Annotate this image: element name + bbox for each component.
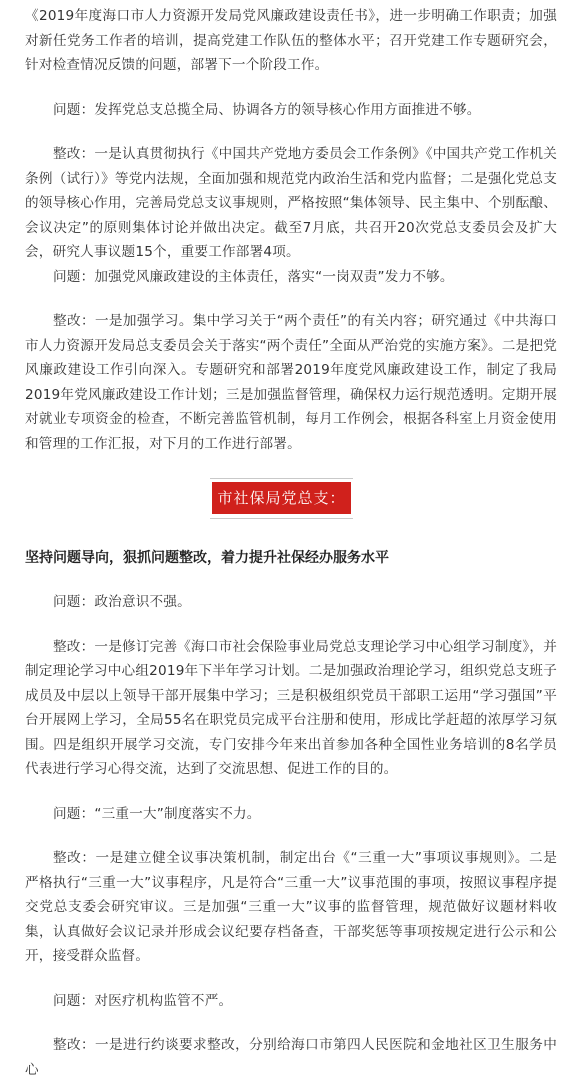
paragraph-responsibility-letter: 《2019年度海口市人力资源开发局党风廉政建设责任书》，进一步明确工作职责；加强对新任党务工作者的培训，提高党建工作队伍的整体水平；召开党建工作专题研究会，针对检查情况反馈的问题，部署下一个阶段工作。	[25, 8, 557, 73]
rectification-three-important-one-large: 整改：一是建立健全议事决策机制，制定出台《“三重一大”事项议事规则》。二是严格执行“三重一大”议事程序，凡是符合“三重一大”议事范围的事项，按照议事程序提交党总支委会研究审议。三是加强“三重一大”议事的监督管理，规范做好议题材料收集，认真做好会议记录并形成会议纪要存档备查，干部奖惩等事项按规定进行公示和公开，接受群众监督。	[25, 850, 557, 964]
issue-political-awareness: 问题：政治意识不强。	[53, 594, 191, 610]
rectification-political-awareness: 整改：一是修订完善《海口市社会保险事业局党总支理论学习中心组学习制度》，并制定理论学习中心组2019年下半年学习计划。二是加强政治理论学习，组织党总支班子成员及中层以上领导干部开展集中学习；三是积极组织党员干部职工运用“学习强国”平台开展网上学习，全局55名在职党员完成平台注册和使用，形成比学赶超的浓厚学习氛围。四是组织开展学习交流，专门安排今年来出首参加各种全国性业务培训的8名学员代表进行学习心得交流，达到了交流思想、促进工作的目的。	[25, 638, 557, 777]
issue-leadership-core: 问题：发挥党总支总揽全局、协调各方的领导核心作用方面推进不够。	[53, 101, 481, 118]
rectification-leadership-core: 整改：一是认真贯彻执行《中国共产党地方委员会工作条例》《中国共产党工作机关条例（试行）》等党内法规，全面加强和规范党内政治生活和党内监督；二是强化党总支的领导核心作用，完善局党总支议事规则，严格按照“集体领导、民主集中、个别酝酿、会议决定”的原则集体讨论并做出决定。截至7月底，共召开20次党总支委员会及扩大会，研究人事议题15个，重要工作部署4项。	[25, 146, 557, 260]
issue-integrity-responsibility: 问题：加强党风廉政建设的主体责任，落实“一岗双责”发力不够。	[53, 268, 454, 285]
issue-three-important-one-large: 问题：“三重一大”制度落实不力。	[53, 805, 261, 822]
section-subheading: 坚持问题导向，狠抓问题整改，着力提升社保经办服务水平	[25, 550, 389, 566]
rectification-integrity-responsibility: 整改：一是加强学习。集中学习关于“两个责任”的有关内容；研究通过《中共海口市人力资源开发局总支委员会关于落实“两个责任”全面从严治党的实施方案》。二是把党风廉政建设工作引向深入。专题研究和部署2019年度党风廉政建设工作，制定了我局2019年党风廉政建设工作计划；三是加强监督管理，确保权力运行规范透明。定期开展对就业专项资金的检查，不断完善监管机制，每月工作例会，根据各科室上月资金使用和管理的工作汇报，对下月的工作进行部署。	[25, 313, 557, 452]
rectification-medical-supervision: 整改：一是进行约谈要求整改，分别给海口市第四人民医院和金地社区卫生服务中心	[25, 1037, 557, 1078]
section-banner-label: 市社保局党总支：	[212, 482, 351, 514]
section-banner	[0, 476, 573, 522]
banner-top-rule	[210, 478, 353, 479]
issue-medical-supervision: 问题：对医疗机构监管不严。	[53, 992, 233, 1009]
banner-bottom-rule	[210, 518, 353, 519]
